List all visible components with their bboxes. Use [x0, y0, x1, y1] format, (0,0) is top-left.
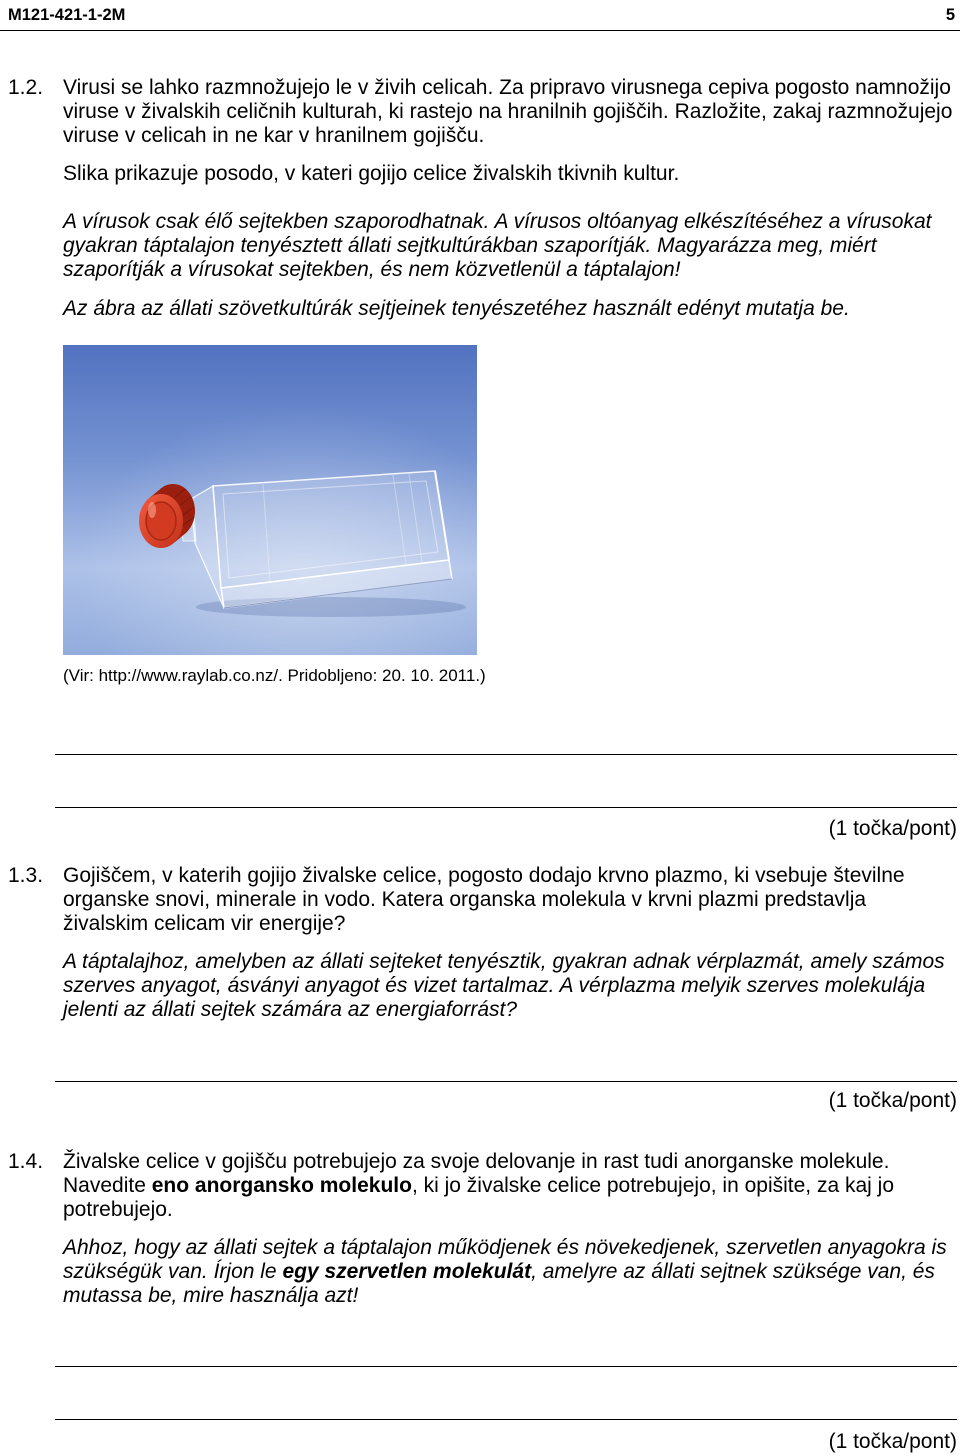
question-1-2-text-hu — [63, 210, 931, 282]
text-line: szerves anyagot, ásványi anyagot és vizet tartalmaz. A vérplazma melyik szerves molekulája — [63, 974, 926, 997]
text-segment: szükségük van. Írjon le — [63, 1260, 283, 1283]
flask-photo — [63, 345, 477, 655]
text-line: A táptalajhoz, amelyben az állati sejteket tenyésztik, gyakran adnak vérplazmát, amely számos — [63, 950, 945, 973]
text-line: gyakran táptalajon tenyésztett állati sejtkultúrákban szaporítják. Magyarázza meg, miért — [63, 234, 877, 257]
text-line: Virusi se lahko razmnožujejo le v živih celicah. Za pripravo virusnega cepiva pogosto namnožijo — [63, 76, 951, 99]
exam-code: M121-421-1-2M — [8, 6, 126, 24]
text-line: Živalske celice v gojišču potrebujejo za svoje delovanje in rast tudi anorganske molekule. — [63, 1150, 890, 1173]
question-1-3-text-sl — [63, 864, 905, 936]
emphasized-text: eno anorgansko molekulo — [151, 1174, 412, 1197]
question-1-4-text-hu — [63, 1236, 947, 1308]
question-1-2-text-sl — [63, 76, 952, 148]
header-divider — [0, 30, 960, 31]
answer-line — [55, 1366, 957, 1367]
text-line: Gojiščem, v katerih gojijo živalske celice, pogosto dodajo krvno plazmo, ki vsebuje številne — [63, 864, 905, 887]
points-label: (1 točka/pont) — [828, 1089, 957, 1112]
points-label: (1 točka/pont) — [828, 1430, 957, 1453]
answer-line — [55, 1081, 957, 1082]
question-1-3-text-hu — [63, 950, 945, 1022]
text-line: potrebujejo. — [63, 1198, 173, 1221]
text-line: jelenti az állati sejtek számára az energiaforrást? — [63, 998, 518, 1021]
figure-note-hu: Az ábra az állati szövetkultúrák sejtjeinek tenyészetéhez használt edényt mutatja be. — [63, 297, 850, 320]
text-line: mutassa be, mire használja azt! — [63, 1284, 359, 1307]
flask-photo-svg — [63, 345, 477, 655]
text-line: organske snovi, minerale in vodo. Katera organska molekula v krvni plazmi predstavlja — [63, 888, 867, 911]
page-number: 5 — [945, 6, 955, 24]
cap-highlight — [148, 502, 156, 518]
text-line: živalskim celicam vir energije? — [63, 912, 346, 935]
question-1-4-text-sl — [63, 1150, 894, 1222]
text-line: A vírusok csak élő sejtekben szaporodhatnak. A vírusos oltóanyag elkészítéséhez a vírusokat — [63, 210, 932, 233]
text-line — [63, 1260, 947, 1284]
points-label: (1 točka/pont) — [828, 817, 957, 840]
text-segment: , amelyre az állati sejtnek szüksége van, és — [531, 1260, 935, 1283]
text-segment: Navedite — [63, 1174, 152, 1197]
text-line: Ahhoz, hogy az állati sejtek a táptalajon működjenek és növekedjenek, szervetlen anyagokra is — [63, 1236, 947, 1259]
emphasized-text: egy szervetlen molekulát — [282, 1260, 532, 1283]
answer-line — [55, 807, 957, 808]
text-line: szaporítják a vírusokat sejtekben, és nem közvetlenül a táptalajon! — [63, 258, 681, 281]
text-segment: , ki jo živalske celice potrebujejo, in opišite, za kaj jo — [411, 1174, 895, 1197]
question-number-1-2: 1.2. — [8, 76, 44, 99]
question-number-1-4: 1.4. — [8, 1150, 44, 1173]
text-line — [63, 1174, 894, 1198]
figure-source-caption: (Vir: http://www.raylab.co.nz/. Pridobljeno: 20. 10. 2011.) — [63, 666, 486, 685]
text-line: viruse v živalskih celičnih kulturah, ki rastejo na hranilnih gojiščih. Razložite, zakaj razmnožujejo — [63, 100, 953, 123]
answer-line — [55, 1419, 957, 1420]
question-number-1-3: 1.3. — [8, 864, 44, 887]
text-line: viruse v celicah in ne kar v hranilnem gojišču. — [63, 124, 485, 147]
answer-line — [55, 754, 957, 755]
figure-note-sl: Slika prikazuje posodo, v kateri gojijo celice živalskih tkivnih kultur. — [63, 162, 680, 185]
